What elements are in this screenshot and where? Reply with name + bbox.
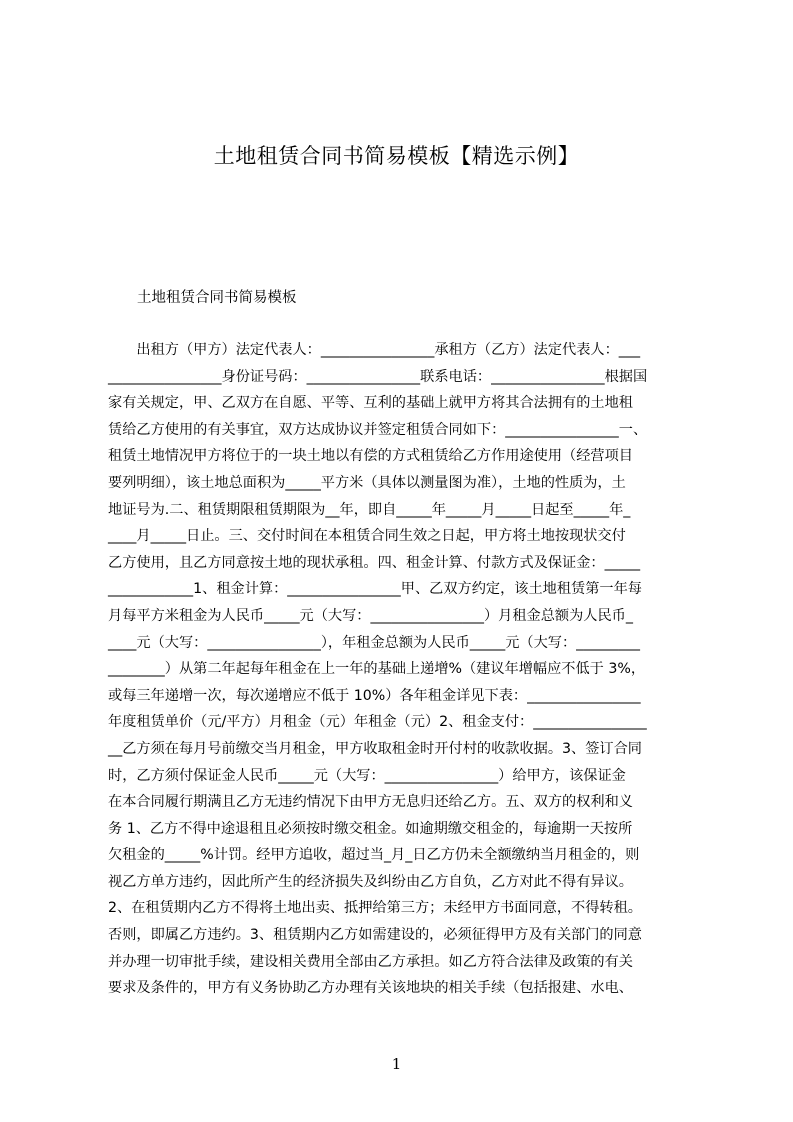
document-title: 土地租赁合同书简易模板【精选示例】 xyxy=(213,144,580,168)
body-line: ____元（大写：________________），年租金总额为人民币_____元（大写：_________ xyxy=(108,634,641,651)
document-subtitle: 土地租赁合同书简易模板 xyxy=(137,290,297,306)
body-line: 家有关规定，甲、乙双方在自愿、平等、互利的基础上就甲方将其合法拥有的土地租 xyxy=(108,395,633,412)
body-line: 视乙方单方违约，因此所产生的经济损失及纠纷由乙方自负，乙方对此不得有异议。 xyxy=(108,873,633,890)
body-line: 在本合同履行期满且乙方无违约情况下由甲方无息归还给乙方。五、双方的权利和义 xyxy=(108,794,633,811)
body-line: ________）从第二年起每年租金在上一年的基础上递增%（建议年增幅应不低于 3%， xyxy=(108,661,646,678)
contract-body-text xyxy=(108,337,696,997)
page-number: 1 xyxy=(391,1055,402,1073)
body-line: 务 1、乙方不得中途退租且必须按时缴交租金。如逾期缴交租金的，每逾期一天按所 xyxy=(108,820,633,837)
body-line: 租赁土地情况甲方将位于的一块土地以有偿的方式租赁给乙方作用途使用（经营项目 xyxy=(108,448,633,465)
body-line: 出租方（甲方）法定代表人：________________承租方（乙方）法定代表人：___ xyxy=(108,342,641,358)
body-line: 时，乙方须付保证金人民币_____元（大写：________________）给甲方，该保证金 xyxy=(108,767,626,784)
body-line: 2、在租赁期内乙方不得将土地出卖、抵押给第三方；未经甲方书面同意，不得转租。 xyxy=(108,900,642,917)
body-line: 或每三年递增一次，每次递增应不低于 10%）各年租金详见下表：________________ xyxy=(108,687,641,704)
body-line: __乙方须在每月号前缴交当月租金，甲方收取租金时开付村的收款收据。3、签订合同 xyxy=(108,740,642,757)
body-line: 赁给乙方使用的有关事宜，双方达成协议并签定租赁合同如下：________________一、 xyxy=(108,421,648,438)
body-line: 乙方使用，且乙方同意按土地的现状承租。四、租金计算、付款方式及保证金：_____ xyxy=(108,554,641,571)
body-line: 否则，即属乙方违约。3、租赁期内乙方如需建设的，必须征得甲方及有关部门的同意 xyxy=(108,927,642,944)
body-line: 要求及条件的，甲方有义务协助乙方办理有关该地块的相关手续（包括报建、水电、 xyxy=(108,980,633,997)
body-line: 欠租金的_____%计罚。经甲方追收，超过当_月_日乙方仍未全额缴纳当月租金的，则 xyxy=(108,847,640,864)
body-line: ____月_____日止。三、交付时间在本租赁合同生效之日起，甲方将土地按现状交付 xyxy=(108,528,626,545)
body-line: 年度租赁单价（元/平方）月租金（元）年租金（元）2、租金支付：________________ xyxy=(108,714,647,731)
body-line: ____________1、租金计算：________________甲、乙双方约定，该土地租赁第一年每 xyxy=(108,581,642,598)
body-line: 月每平方米租金为人民币_____元（大写：________________）月租金总额为人民币_ xyxy=(108,607,633,624)
body-line: 地证号为.二、租赁期限租赁期限为__年，即自_____年_____月_____日起至_____年_ xyxy=(108,501,631,518)
body-line: ________________身份证号码：________________联系电话：________________根据国 xyxy=(108,368,648,385)
body-line: 并办理一切审批手续，建设相关费用全部由乙方承担。如乙方符合法律及政策的有关 xyxy=(108,953,633,970)
body-line: 要列明细），该土地总面积为_____平方米（具体以测量图为准），土地的性质为，土 xyxy=(108,474,626,491)
